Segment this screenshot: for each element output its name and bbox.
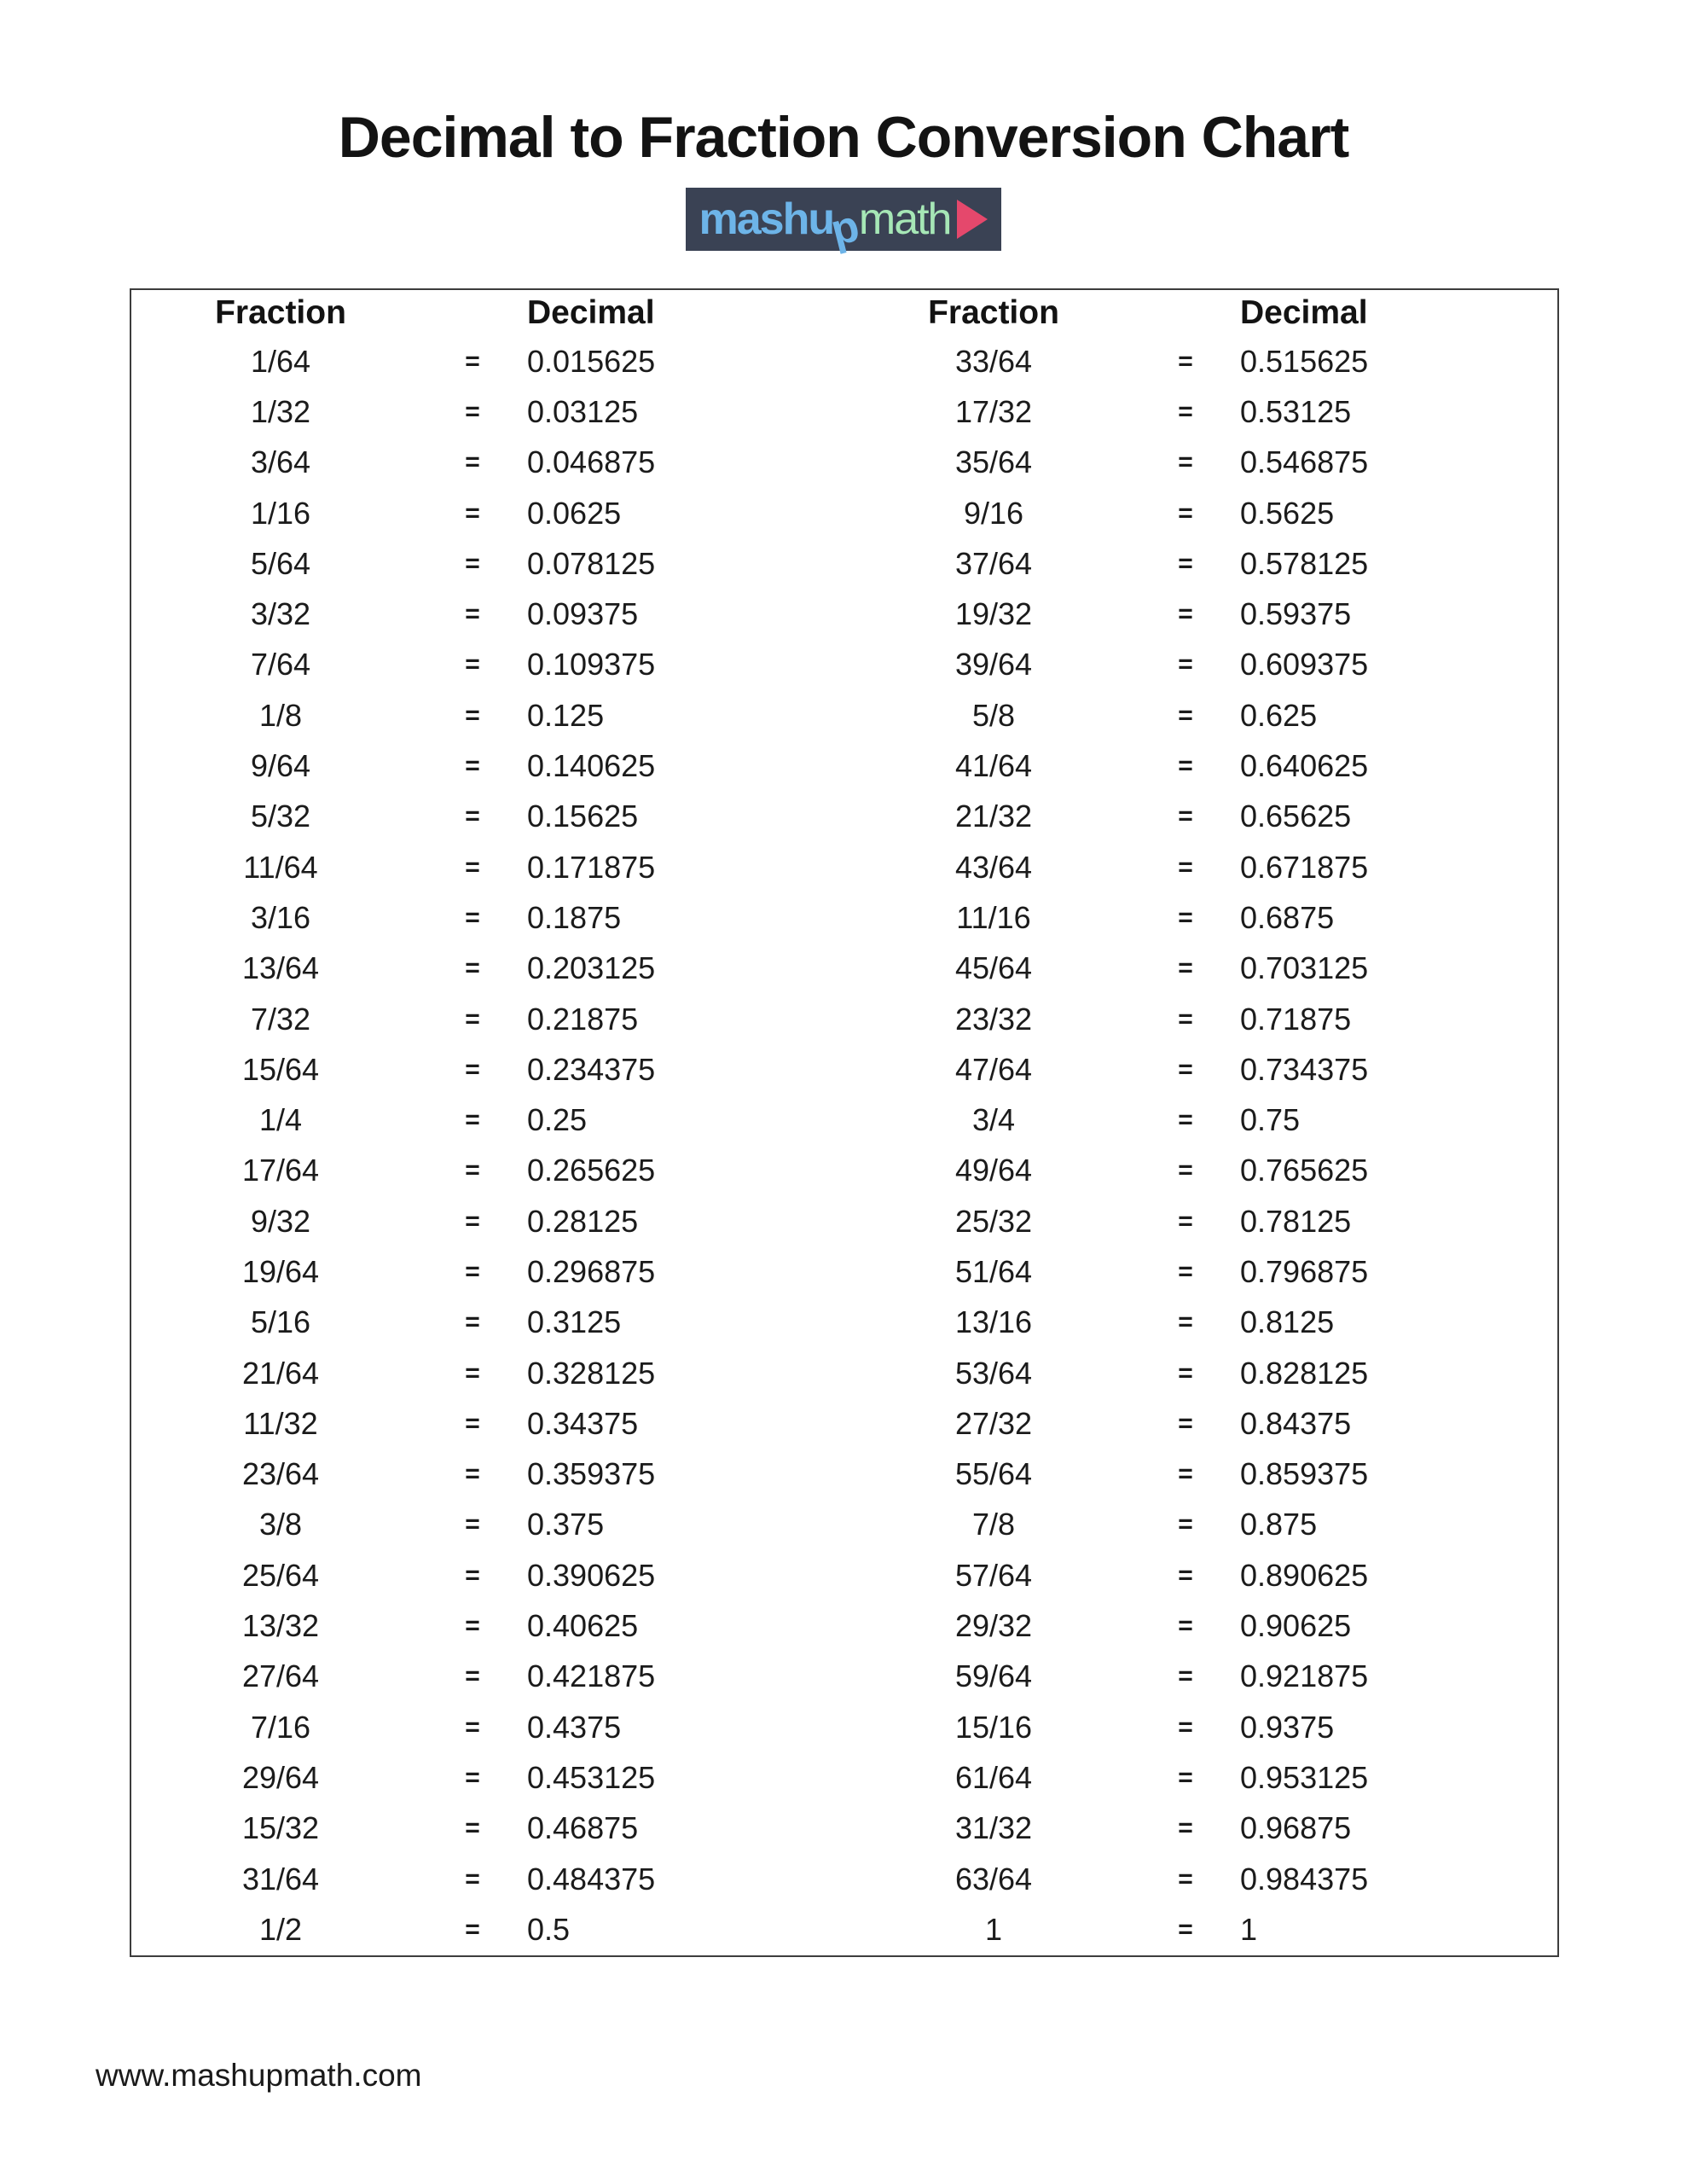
play-triangle-icon bbox=[957, 200, 988, 239]
fraction-cell: 15/16 bbox=[954, 1709, 1033, 1745]
page-title: Decimal to Fraction Conversion Chart bbox=[338, 105, 1349, 170]
decimal-cell: 0.9375 bbox=[1240, 1709, 1335, 1745]
fraction-cell: 7/64 bbox=[250, 647, 311, 682]
fraction-cell: 13/32 bbox=[241, 1608, 320, 1644]
column-header-decimal-right: Decimal bbox=[1240, 294, 1368, 331]
equals-sign: = bbox=[1178, 1914, 1193, 1943]
fraction-cell: 31/64 bbox=[241, 1861, 320, 1896]
logo-text-mashu: mashu bbox=[699, 195, 834, 244]
equals-sign: = bbox=[465, 954, 480, 983]
equals-sign: = bbox=[465, 1763, 480, 1792]
decimal-cell: 0.46875 bbox=[527, 1810, 639, 1846]
decimal-cell: 0.296875 bbox=[527, 1253, 656, 1289]
decimal-cell: 0.640625 bbox=[1240, 748, 1369, 784]
logo-text-p: p bbox=[826, 201, 863, 256]
equals-sign: = bbox=[465, 1712, 480, 1741]
decimal-cell: 0.1875 bbox=[527, 899, 622, 935]
equals-sign: = bbox=[1178, 1358, 1193, 1387]
equals-sign: = bbox=[1178, 1004, 1193, 1033]
decimal-cell: 0.328125 bbox=[527, 1355, 656, 1391]
equals-sign: = bbox=[465, 448, 480, 477]
fraction-cell: 1/64 bbox=[250, 343, 311, 379]
fraction-cell: 39/64 bbox=[954, 647, 1033, 682]
fraction-cell: 3/8 bbox=[258, 1507, 303, 1542]
decimal-cell: 0.125 bbox=[527, 697, 605, 733]
equals-sign: = bbox=[465, 1257, 480, 1286]
equals-sign: = bbox=[465, 1409, 480, 1438]
fraction-cell: 1/8 bbox=[258, 697, 303, 733]
decimal-cell: 0.90625 bbox=[1240, 1608, 1352, 1644]
mashupmath-logo bbox=[686, 188, 1001, 256]
equals-sign: = bbox=[1178, 954, 1193, 983]
equals-sign: = bbox=[1178, 1864, 1193, 1893]
fraction-cell: 13/16 bbox=[954, 1304, 1033, 1340]
equals-sign: = bbox=[1178, 1409, 1193, 1438]
equals-sign: = bbox=[465, 498, 480, 527]
decimal-cell: 0.703125 bbox=[1240, 950, 1369, 986]
equals-sign: = bbox=[1178, 700, 1193, 729]
decimal-cell: 0.15625 bbox=[527, 799, 639, 834]
equals-sign: = bbox=[1178, 1510, 1193, 1539]
fraction-cell: 9/16 bbox=[963, 495, 1024, 531]
fraction-cell: 59/64 bbox=[954, 1658, 1033, 1694]
equals-sign: = bbox=[465, 1358, 480, 1387]
equals-sign: = bbox=[1178, 752, 1193, 781]
equals-sign: = bbox=[465, 700, 480, 729]
equals-sign: = bbox=[1178, 1662, 1193, 1691]
fraction-cell: 3/32 bbox=[250, 596, 311, 632]
fraction-cell: 15/64 bbox=[241, 1051, 320, 1087]
fraction-cell: 57/64 bbox=[954, 1557, 1033, 1593]
decimal-cell: 0.75 bbox=[1240, 1102, 1301, 1138]
equals-sign: = bbox=[465, 1106, 480, 1135]
fraction-cell: 1/32 bbox=[250, 393, 311, 429]
fraction-cell: 3/4 bbox=[971, 1102, 1016, 1138]
fraction-cell: 7/16 bbox=[250, 1709, 311, 1745]
equals-sign: = bbox=[1178, 1257, 1193, 1286]
fraction-cell: 19/64 bbox=[241, 1253, 320, 1289]
decimal-cell: 0.984375 bbox=[1240, 1861, 1369, 1896]
decimal-cell: 0.84375 bbox=[1240, 1405, 1352, 1441]
decimal-cell: 0.578125 bbox=[1240, 545, 1369, 581]
equals-sign: = bbox=[465, 1814, 480, 1843]
equals-sign: = bbox=[1178, 549, 1193, 578]
equals-sign: = bbox=[465, 752, 480, 781]
header-spacer-left bbox=[430, 290, 515, 336]
decimal-cell: 0.921875 bbox=[1240, 1658, 1369, 1694]
equals-sign: = bbox=[1178, 802, 1193, 831]
decimal-cell: 0.4375 bbox=[527, 1709, 622, 1745]
equals-sign: = bbox=[465, 1004, 480, 1033]
equals-sign: = bbox=[465, 397, 480, 426]
equals-sign: = bbox=[1178, 397, 1193, 426]
decimal-cell: 0.09375 bbox=[527, 596, 639, 632]
fraction-cell: 5/32 bbox=[250, 799, 311, 834]
equals-sign: = bbox=[465, 600, 480, 629]
decimal-cell: 0.046875 bbox=[527, 444, 656, 480]
fraction-cell: 53/64 bbox=[954, 1355, 1033, 1391]
decimal-cell: 0.265625 bbox=[527, 1153, 656, 1188]
fraction-cell: 49/64 bbox=[954, 1153, 1033, 1188]
fraction-cell: 5/64 bbox=[250, 545, 311, 581]
decimal-cell: 0.625 bbox=[1240, 697, 1318, 733]
fraction-cell: 5/8 bbox=[971, 697, 1016, 733]
decimal-cell: 0.078125 bbox=[527, 545, 656, 581]
equals-sign: = bbox=[1178, 1206, 1193, 1235]
decimal-cell: 0.671875 bbox=[1240, 849, 1369, 885]
decimal-cell: 0.140625 bbox=[527, 748, 656, 784]
fraction-cell: 37/64 bbox=[954, 545, 1033, 581]
equals-sign: = bbox=[465, 802, 480, 831]
decimal-cell: 0.34375 bbox=[527, 1405, 639, 1441]
equals-sign: = bbox=[1178, 1560, 1193, 1589]
equals-sign: = bbox=[1178, 498, 1193, 527]
fraction-cell: 43/64 bbox=[954, 849, 1033, 885]
decimal-cell: 0.484375 bbox=[527, 1861, 656, 1896]
fraction-cell: 63/64 bbox=[954, 1861, 1033, 1896]
decimal-cell: 0.96875 bbox=[1240, 1810, 1352, 1846]
equals-sign: = bbox=[465, 1460, 480, 1489]
equals-sign: = bbox=[1178, 600, 1193, 629]
decimal-cell: 0.546875 bbox=[1240, 444, 1369, 480]
equals-sign: = bbox=[1178, 1106, 1193, 1135]
fraction-cell: 25/32 bbox=[954, 1203, 1033, 1239]
fraction-cell: 41/64 bbox=[954, 748, 1033, 784]
fraction-cell: 31/32 bbox=[954, 1810, 1033, 1846]
fraction-cell: 29/32 bbox=[954, 1608, 1033, 1644]
equals-sign: = bbox=[465, 1662, 480, 1691]
decimal-cell: 0.796875 bbox=[1240, 1253, 1369, 1289]
fraction-cell: 3/16 bbox=[250, 899, 311, 935]
decimal-cell: 0.28125 bbox=[527, 1203, 639, 1239]
fraction-cell: 15/32 bbox=[241, 1810, 320, 1846]
decimal-cell: 0.234375 bbox=[527, 1051, 656, 1087]
fraction-cell: 1/16 bbox=[250, 495, 311, 531]
decimal-cell: 0.421875 bbox=[527, 1658, 656, 1694]
equals-sign: = bbox=[465, 1560, 480, 1589]
fraction-cell: 17/32 bbox=[954, 393, 1033, 429]
decimal-cell: 0.390625 bbox=[527, 1557, 656, 1593]
fraction-cell: 11/64 bbox=[243, 849, 318, 885]
fraction-cell: 23/64 bbox=[241, 1456, 320, 1492]
fraction-cell: 61/64 bbox=[954, 1759, 1033, 1795]
fraction-cell: 27/64 bbox=[241, 1658, 320, 1694]
decimal-cell: 0.953125 bbox=[1240, 1759, 1369, 1795]
header-spacer-right bbox=[1143, 290, 1228, 336]
decimal-cell: 0.609375 bbox=[1240, 647, 1369, 682]
decimal-cell: 0.8125 bbox=[1240, 1304, 1335, 1340]
decimal-cell: 0.53125 bbox=[1240, 393, 1352, 429]
conversion-table bbox=[130, 288, 1559, 1957]
fraction-cell: 1 bbox=[984, 1911, 1003, 1947]
decimal-cell: 0.015625 bbox=[527, 343, 656, 379]
equals-sign: = bbox=[465, 1054, 480, 1083]
decimal-cell: 0.828125 bbox=[1240, 1355, 1369, 1391]
equals-sign: = bbox=[465, 852, 480, 881]
decimal-cell: 0.25 bbox=[527, 1102, 588, 1138]
equals-sign: = bbox=[1178, 1814, 1193, 1843]
fraction-cell: 51/64 bbox=[954, 1253, 1033, 1289]
decimal-cell: 0.734375 bbox=[1240, 1051, 1369, 1087]
equals-sign: = bbox=[465, 903, 480, 932]
column-header-decimal-left: Decimal bbox=[527, 294, 655, 331]
equals-sign: = bbox=[1178, 1308, 1193, 1337]
decimal-cell: 0.875 bbox=[1240, 1507, 1318, 1542]
equals-sign: = bbox=[1178, 903, 1193, 932]
decimal-cell: 0.03125 bbox=[527, 393, 639, 429]
column-header-fraction-right: Fraction bbox=[928, 294, 1059, 331]
equals-sign: = bbox=[465, 1914, 480, 1943]
decimal-cell: 0.515625 bbox=[1240, 343, 1369, 379]
decimal-cell: 0.71875 bbox=[1240, 1001, 1352, 1037]
equals-sign: = bbox=[1178, 1460, 1193, 1489]
equals-sign: = bbox=[1178, 1612, 1193, 1641]
fraction-cell: 11/32 bbox=[243, 1405, 318, 1441]
decimal-cell: 0.3125 bbox=[527, 1304, 622, 1340]
decimal-cell: 0.765625 bbox=[1240, 1153, 1369, 1188]
decimal-cell: 0.375 bbox=[527, 1507, 605, 1542]
equals-sign: = bbox=[1178, 1054, 1193, 1083]
fraction-cell: 1/2 bbox=[258, 1911, 303, 1947]
fraction-cell: 5/16 bbox=[250, 1304, 311, 1340]
fraction-cell: 13/64 bbox=[241, 950, 320, 986]
fraction-cell: 19/32 bbox=[954, 596, 1033, 632]
fraction-cell: 7/8 bbox=[971, 1507, 1016, 1542]
fraction-cell: 45/64 bbox=[954, 950, 1033, 986]
decimal-cell: 0.359375 bbox=[527, 1456, 656, 1492]
equals-sign: = bbox=[465, 650, 480, 679]
fraction-cell: 17/64 bbox=[241, 1153, 320, 1188]
decimal-cell: 0.78125 bbox=[1240, 1203, 1352, 1239]
equals-sign: = bbox=[1178, 1712, 1193, 1741]
equals-sign: = bbox=[465, 1864, 480, 1893]
equals-sign: = bbox=[465, 549, 480, 578]
decimal-cell: 0.21875 bbox=[527, 1001, 639, 1037]
fraction-cell: 7/32 bbox=[250, 1001, 311, 1037]
equals-sign: = bbox=[465, 1308, 480, 1337]
fraction-cell: 29/64 bbox=[241, 1759, 320, 1795]
equals-sign: = bbox=[465, 1612, 480, 1641]
decimal-cell: 0.65625 bbox=[1240, 799, 1352, 834]
equals-sign: = bbox=[1178, 448, 1193, 477]
decimal-cell: 0.0625 bbox=[527, 495, 622, 531]
fraction-cell: 35/64 bbox=[954, 444, 1033, 480]
equals-sign: = bbox=[465, 1206, 480, 1235]
decimal-cell: 0.6875 bbox=[1240, 899, 1335, 935]
decimal-cell: 0.59375 bbox=[1240, 596, 1352, 632]
fraction-cell: 27/32 bbox=[954, 1405, 1033, 1441]
decimal-cell: 0.890625 bbox=[1240, 1557, 1369, 1593]
column-header-fraction-left: Fraction bbox=[215, 294, 346, 331]
decimal-cell: 0.203125 bbox=[527, 950, 656, 986]
fraction-cell: 1/4 bbox=[258, 1102, 303, 1138]
fraction-cell: 23/32 bbox=[954, 1001, 1033, 1037]
equals-sign: = bbox=[465, 346, 480, 375]
equals-sign: = bbox=[1178, 1156, 1193, 1185]
fraction-cell: 9/32 bbox=[250, 1203, 311, 1239]
fraction-cell: 47/64 bbox=[954, 1051, 1033, 1087]
decimal-cell: 0.5625 bbox=[1240, 495, 1335, 531]
footer-url: www.mashupmath.com bbox=[96, 2058, 422, 2093]
decimal-cell: 0.171875 bbox=[527, 849, 656, 885]
fraction-cell: 21/32 bbox=[954, 799, 1033, 834]
equals-sign: = bbox=[1178, 852, 1193, 881]
fraction-cell: 33/64 bbox=[954, 343, 1033, 379]
fraction-cell: 55/64 bbox=[954, 1456, 1033, 1492]
decimal-cell: 0.40625 bbox=[527, 1608, 639, 1644]
equals-sign: = bbox=[465, 1156, 480, 1185]
decimal-cell: 1 bbox=[1240, 1911, 1258, 1947]
decimal-cell: 0.5 bbox=[527, 1911, 571, 1947]
decimal-cell: 0.453125 bbox=[527, 1759, 656, 1795]
decimal-cell: 0.859375 bbox=[1240, 1456, 1369, 1492]
fraction-cell: 9/64 bbox=[250, 748, 311, 784]
decimal-cell: 0.109375 bbox=[527, 647, 656, 682]
fraction-cell: 21/64 bbox=[241, 1355, 320, 1391]
fraction-cell: 25/64 bbox=[241, 1557, 320, 1593]
equals-sign: = bbox=[1178, 650, 1193, 679]
equals-sign: = bbox=[1178, 346, 1193, 375]
equals-sign: = bbox=[1178, 1763, 1193, 1792]
logo-text-math: math bbox=[858, 195, 951, 244]
fraction-cell: 3/64 bbox=[250, 444, 311, 480]
fraction-cell: 11/16 bbox=[956, 899, 1031, 935]
equals-sign: = bbox=[465, 1510, 480, 1539]
